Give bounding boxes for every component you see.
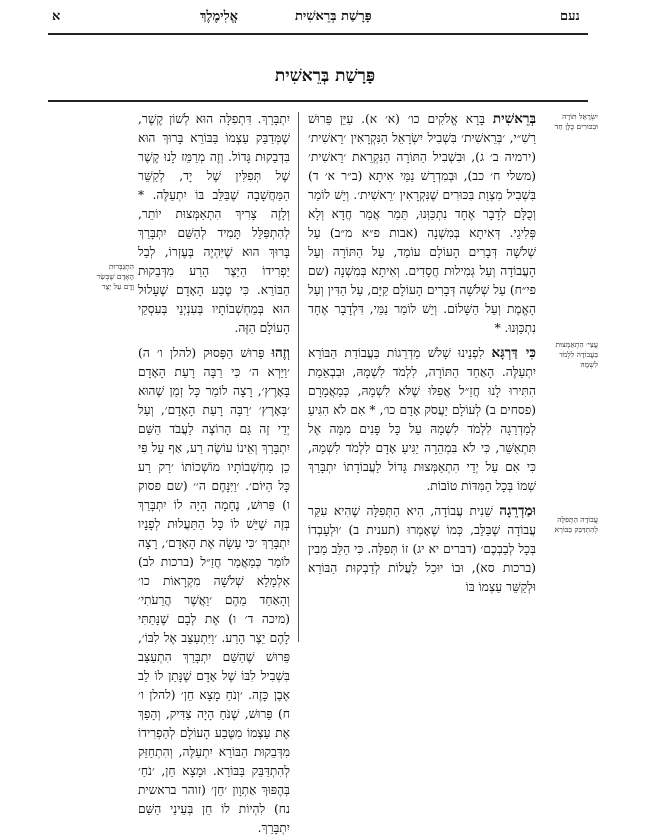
running-head-title: נעם: [560, 9, 580, 24]
left-column: [138, 110, 290, 835]
drop-word: כִּי דַּרְגָּא: [491, 345, 536, 361]
page-number: א: [52, 9, 61, 24]
paragraph: [308, 502, 536, 597]
paragraph-text: פֵּרוּשׁ הַפָּסוּק (להלן ו׳ ה) ׳וַיַּרְא ה׳ כִּי רַבָּה רָעַת הָאָדָם בָּאָרֶץ׳, רָצָה לוֹמַר כָּל זְמַן שֶׁהוּא ׳בָּאָרֶץ׳ ׳רַבָּה רָעַת הָאָדָם׳, וְעַל יְדֵי זֶה גַּם הָרוֹצֶה לַעֲבֹד הַשֵּׁם יִתְבָּרַךְ וְאֵינוֹ עוֹשֶׂה רַע, אַף עַל פִּי כֵן מַחְשְׁבוֹתָיו מוֹשְׁכוֹתוֹ ׳רַק רַע כָּל הַיּוֹם׳. ׳וַיִּנָּחֶם ה׳׳ (שם פסוק ו) פֵּרוּשׁ, נֶחָמָה הָיָה לוֹ יִתְבָּרַךְ בְּזֶה שֶׁיֵּשׁ לוֹ כָּל הַתַּעֲלוּת לְפָנָיו יִתְבָּרַךְ ׳כִּי עָשָׂה אֶת הָאָדָם׳, רָצָה לוֹמַר כְּמַאֲמַר חֲזַ״ל (ברכות לב) אִלְמָלֵא שְׁלֹשָׁה מִקְרָאוֹת כו׳ וְהָאַחַד מֵהֶם ׳וַאֲשֶׁר הֲרֵעֹתִי׳ (מיכה ד׳ ו) אֶת לְבָם שֶׁנָּתַתִּי לָהֶם יֵצֶר הָרַע. ׳וַיִּתְעַצֵּב אֶל לִבּוֹ׳, פֵּרוּשׁ שֶׁהַשֵּׁם יִתְבָּרַךְ הִתְעַצֵּב בִּשְׁבִיל לִבּוֹ שֶׁל אָדָם שֶׁנָּתַן לוֹ לֵב אֶבֶן כָּזֶה. ׳וְנֹחַ מָצָא חֵן׳ (להלן ו׳ ח) פֵּרוּשׁ, שֶׁנֹּחַ הָיָה צַדִּיק, וְהָפַךְ אֶת עַצְמוֹ מִטֶּבַע הָעוֹלָם לְהַפְרִידוֹ מִדְּבֵקוּת הַבּוֹרֵא יִתְעַלֶּה, וְהִתְחַזֵּק לְהִתְדַּבֵּק בַּבּוֹרֵא. וּמָצָא חֵן, ׳נֹחַ׳ בְּהֶפּוּךְ אַתְוָון ׳חֵן׳ (זוהר בראשית נח) לִהְיוֹת לוֹ חֵן בְּעֵינֵי הַשֵּׁם יִתְבָּרַךְ.: [138, 346, 290, 835]
margin-note: עֲבוֹדָה הַתְּפִלָּה לְהִתְדַּבֵּק בַּבּוֹרֵא: [554, 515, 598, 534]
paragraph-text: יִתְבָּרַךְ. דִּתְפִלָּה הוּא לְשׁוֹן קֶשֶׁר, שֶׁמְּדַבֵּק עַצְמוֹ בַּבּוֹרֵא בָּרוּךְ הוּא בִּדְבֵקוּת גָּדוֹל. וְזֶה מְרַמֵּז לָנוּ קֶשֶׁר שֶׁל תְּפִלִּין שֶׁל יָד, לְקַשֵּׁר הַמַּחֲשָׁבָה שֶׁבַּלֵּב בּוֹ יִתְעַלֶּה. * וְלָזֶה צָרִיךְ הִתְאַמְּצוּת יוֹתֵר, לְהִתְפַּלֵּל תָּמִיד לְהַשֵּׁם יִתְבָּרַךְ בָּרוּךְ הוּא שֶׁיִּהְיֶה בְּעֶזְרוֹ, לְבַל יַפְרִידוֹ הַיֵּצֶר הָרַע מִדְּבֵקוּת הַבּוֹרֵא. כִּי טֶבַע הָאָדָם שֶׁעָלוּל הוּא בְּמַחְשְׁבוֹתָיו בְּעִנְיְנֵי בְּעִסְקֵי הָעוֹלָם הַזֶּה.: [138, 112, 290, 335]
margin-note: עֲצַי׳ הִתְאַמְּצוּת בַּעֲבוֹדָה לִלְמֹד לִשְׁמָהּ: [555, 340, 598, 369]
margin-note: יִשְׂרָאֵל תּוֹרָה וּבִכּוּרִים כֻּלָּן חַד: [554, 112, 598, 131]
right-column: [308, 110, 536, 645]
column-separator: [298, 112, 299, 642]
title-rule: [48, 100, 588, 102]
drop-word: וּמַדְרֵגָה: [499, 503, 536, 519]
margin-note: הִתְגַּבְּרוּת הָאָדָם שֶׁבְּשַׂר וָדָם עַל יֵצֶר: [96, 262, 134, 291]
paragraph-text: בָּרָא אֱלֹקִים כו׳ (א׳ א). עַיֵּן פֵּרוּשׁ רַשִׁ״י, ׳בְּרֵאשִׁית׳ בִּשְׁבִיל יִשְׂרָאֵל הַנִּקְרָאִין ׳רֵאשִׁית׳ (ירמיה ב׳ ג), וּבִשְׁבִיל הַתּוֹרָה הַנִּקְרֵאת ׳רֵאשִׁית׳ (משלי ח׳ כב), וּבְמִדְרָשׁ נַמֵּי אִיתָא (ב״ר א׳ ד) בִּשְׁבִיל מִצְוַת בִּכּוּרִים שֶׁנִּקְרָאִין ׳רֵאשִׁית׳. וְיֵשׁ לוֹמַר וְכֻלָּם לְדָבָר אֶחָד נִתְכַּוְּנוּ, תֵּמַר אֲמַר חֲדָא וְלָא פְּלִיגֵי. דְּאִיתָא בְּמִשְׁנָה (אבות פ״א מ״ב) עַל שְׁלֹשָׁה דְּבָרִים הָעוֹלָם עוֹמֵד, עַל הַתּוֹרָה וְעַל הָעֲבוֹדָה וְעַל גְּמִילוּת חֲסָדִים. וְאִיתָא בְּמִשְׁנָה (שם פי״ח) עַל שְׁלֹשָׁה דְּבָרִים הָעוֹלָם קַיָּם, עַל הַדִּין וְעַל הָאֱמֶת וְעַל הַשָּׁלוֹם. וְיֵשׁ לוֹמַר נַמֵּי, דִּלְדָבָר אֶחָד נִתְכַּוְּנוּ. *: [308, 112, 536, 335]
paragraph: [138, 344, 290, 838]
running-head-parsha: פָּרָשַׁת בְּרֵאשִׁית: [295, 9, 372, 24]
paragraph-text: לִפְנֵינוּ שָׁלֹשׁ מַדְרֵגוֹת בַּעֲבוֹדַת הַבּוֹרֵא יִתְעַלֶּה. הָאַחַד הַתּוֹרָה, לִלְמֹד לִשְׁמָהּ, וּבִבְאֵמַת הִתִּירוּ לָנוּ חֲזַ״ל אֲפִלּוּ שֶׁלֹּא לִשְׁמָהּ, כְּמַאֲמָרָם (פסחים ב) לְעוֹלָם יַעֲסֹק אָדָם כו׳, * אִם לֹא הִגִּיעַ לְמַדְרֵגָה לִלְמֹד לִשְׁמָהּ עַל כָּל פָּנִים מִמָּה אֶל תִּתְאַשֵּׁר, כִּי לֹא בִּמְהֵרָה יַגִּיעַ אָדָם לִלְמֹד לִשְׁמָהּ, כִּי אִם עַל יְדֵי הִתְאַמְּצוּת גָּדוֹל לַעֲבוֹדָתוֹ יִתְבָּרַךְ שְׁמוֹ בְּכָל הַמִּדּוֹת טוֹבוֹת.: [308, 346, 536, 493]
header-rule: [48, 33, 588, 35]
section-title: פָּרָשַׁת בְּרֵאשִׁית: [274, 66, 376, 86]
paragraph: [308, 110, 536, 338]
drop-word: בְּרֵאשִׁית: [492, 111, 536, 127]
paragraph-text: שֵׁנִית עֲבוֹדָה, הִיא הַתְּפִלָּה שֶׁהִיא עִקַּר עֲבוֹדָה שֶׁבַּלֵּב, כְּמוֹ שֶׁאָמְרוּ (תענית ב) ׳וּלְעָבְדוֹ בְּכָל לְבַבְכֶם׳ (דברים יא יג) זוֹ תְּפִלָּה. כִּי הַלֵּב מֵבִין (ברכות סא), וּבוֹ יוּכַל לַעֲלוֹת לְדַבְקוּת הַבּוֹרֵא וּלְקַשֵּׁר עַצְמוֹ בּוֹ: [308, 504, 536, 594]
drop-word: וְזֶהוּ: [271, 345, 290, 361]
running-head-book: אֱלִימֶלֶךְ: [200, 9, 239, 24]
paragraph: [308, 344, 536, 496]
paragraph: [138, 110, 290, 338]
